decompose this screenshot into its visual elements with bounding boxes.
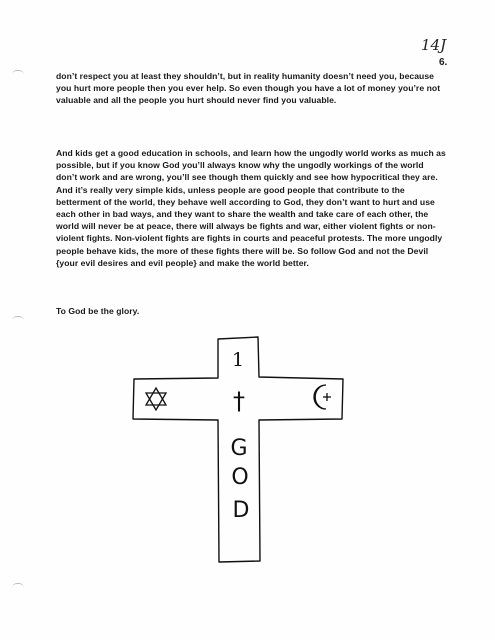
star-of-david-icon — [146, 388, 166, 410]
punch-hole-mark — [12, 70, 24, 75]
cross-center-symbol: † — [233, 387, 245, 415]
punch-hole-mark — [12, 316, 24, 321]
crescent-icon — [314, 385, 331, 409]
cross-letter-d: D — [232, 498, 250, 523]
handwritten-page-note: 14J — [421, 36, 447, 54]
paragraph-1: don’t respect you at least they shouldn’t, but in reality humanity doesn’t need you, because you hurt more people then you ever help. So even though you have a lot of money you’re not valuable and all the people you hurt should never find you valuable. — [56, 71, 441, 106]
cross-top-text: 1 — [231, 349, 245, 371]
cross-letter-o: O — [231, 465, 249, 490]
punch-hole-mark — [12, 583, 24, 588]
page-number: 6. — [439, 57, 448, 68]
cross-letter-g: G — [230, 436, 248, 461]
paragraph-2: And kids get a good education in schools, and learn how the ungodly world works as much as possible, but if you know God you’ll always know why the ungodly workings of the world don’t work and are wrong, you’ll see though them quickly and see how hypocritical they are. And it’s really very simple kids, unless people are good people that contribute to the betterment of the world, they behave well according to God, they don’t want to hurt and use each other in bad ways, and they want to share the wealth and take care of each other, the world will never be at peace, there will always be fights and war, either violent fights or non-violent fights. Non-violent fights are fights in courts and peaceful protests. The more ungodly people behave kids, the more of these fights there will be. So follow God and not the Devil {your evil desires and evil people} and make the world better. — [56, 148, 446, 268]
closing-line: To God be the glory. — [56, 306, 140, 316]
cross-drawing — [130, 333, 360, 573]
